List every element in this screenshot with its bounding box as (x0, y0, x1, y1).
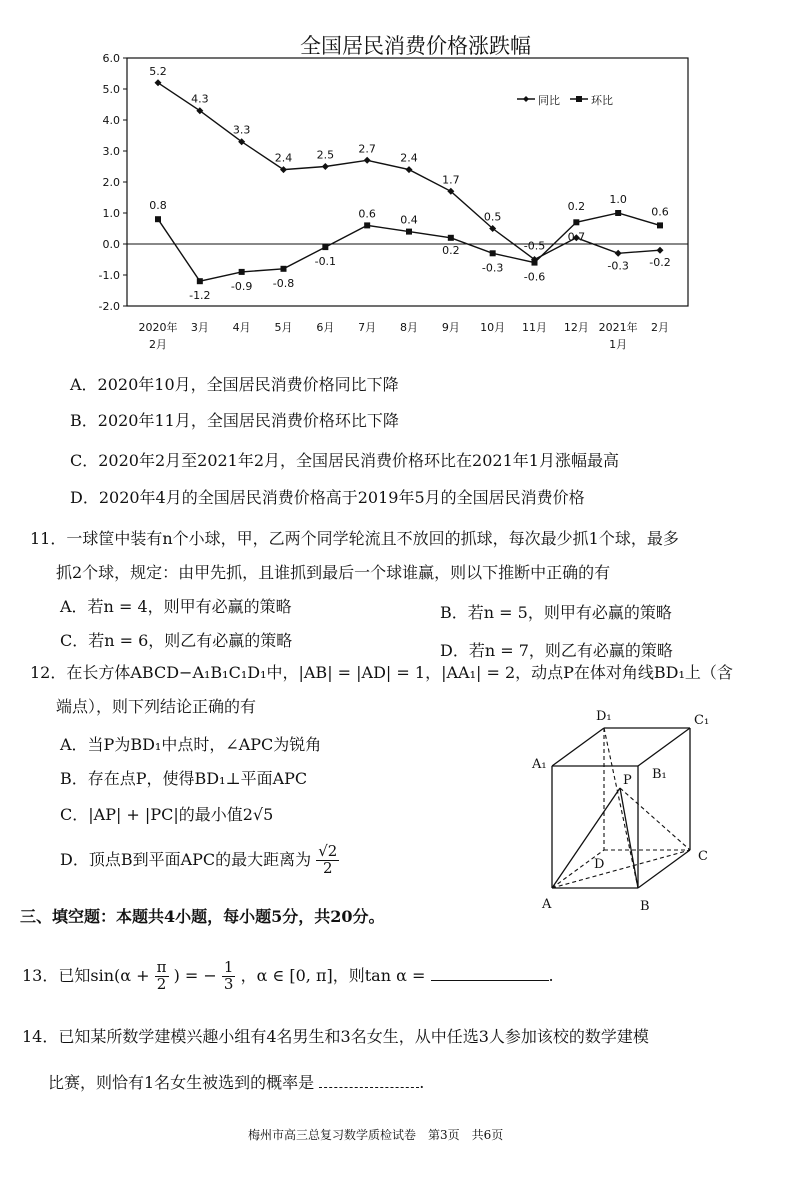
x-tick-label: 3月 (190, 321, 209, 334)
label-d: D (594, 857, 605, 872)
mom-point (239, 269, 245, 275)
page-footer: 梅州市高三总复习数学质检试卷 第3页 共6页 (248, 1128, 504, 1142)
x-tick-label: 5月 (274, 321, 293, 334)
section3-heading: 三、填空题：本题共4小题，每小题5分，共20分。 (20, 907, 385, 926)
q11-option-c: C．若n = 6，则乙有必赢的策略 (60, 631, 293, 650)
label-b1: B₁ (652, 767, 667, 782)
q12-d-numerator: √2 (318, 842, 338, 860)
yoy-data-label: 2.5 (316, 148, 335, 162)
q14-answer-blank[interactable] (319, 1073, 419, 1088)
mom-point (406, 229, 412, 235)
label-b: B (640, 899, 650, 914)
x-tick-label: 11月 (522, 321, 547, 334)
q14-end: . (419, 1073, 425, 1092)
q13-frac1-den: 2 (156, 974, 167, 993)
y-tick-label: 3.0 (102, 145, 120, 158)
yoy-data-label: -0.3 (607, 259, 629, 273)
q11-option-b: B．若n = 5，则甲有必赢的策略 (440, 603, 672, 622)
mom-data-label: -0.3 (481, 261, 504, 275)
mom-data-label: -0.6 (523, 270, 546, 284)
q11-option-a: A．若n = 4，则甲有必赢的策略 (60, 597, 292, 616)
mom-data-label: 0.6 (651, 205, 669, 219)
q11-stem-line1: 11．一球筐中装有n个小球，甲，乙两个同学轮流且不放回的抓球，每次最少抓1个球，最多 (30, 529, 679, 548)
q12-option-b: B．存在点P，使得BD₁⊥平面APC (60, 769, 308, 788)
mom-data-label: -1.2 (189, 289, 211, 303)
mom-point (448, 235, 454, 241)
q10-option-b: B．2020年11月，全国居民消费价格环比下降 (70, 411, 399, 430)
label-p: P (623, 773, 632, 788)
q14-line2-text: 比赛，则恰有1名女生被选到的概率是 (48, 1073, 315, 1092)
yoy-data-label: 2.4 (400, 151, 418, 165)
mom-point (197, 278, 203, 284)
legend-mom-marker (576, 96, 582, 102)
q11-option-d: D．若n = 7，则乙有必赢的策略 (440, 641, 673, 660)
q13-frac1-num: π (156, 958, 167, 976)
mom-data-label: 1.0 (609, 193, 627, 206)
yoy-data-label: 0.2 (567, 199, 586, 213)
label-c: C (698, 849, 708, 864)
mom-data-label: 0.6 (358, 207, 376, 221)
mom-point (490, 250, 496, 256)
mom-data-label: 0.2 (442, 243, 460, 257)
mom-data-label: 0.7 (567, 230, 586, 244)
x-tick-label: 10月 (480, 321, 506, 334)
mom-point (322, 244, 328, 250)
q12-option-a: A．当P为BD₁中点时，∠APC为锐角 (60, 735, 322, 754)
x-tick-label: 8月 (400, 321, 418, 334)
label-a1: A₁ (532, 757, 547, 772)
cuboid-figure (528, 700, 728, 920)
yoy-data-label: 2.7 (358, 142, 376, 156)
legend-yoy-label: 同比 (538, 94, 560, 107)
mom-point (281, 266, 287, 272)
q12-stem-line1: 12．在长方体ABCD−A₁B₁C₁D₁中，|AB| = |AD| = 1，|AA₁| = 2，动点P在体对角线BD₁上（含 (30, 663, 733, 682)
mom-point (364, 222, 370, 228)
q12-option-d-text: D．顶点B到平面APC的最大距离为 (60, 849, 312, 869)
yoy-data-label: -0.5 (523, 239, 546, 253)
x-tick-label: 7月 (358, 321, 377, 334)
mom-point (573, 219, 579, 225)
yoy-point (322, 163, 329, 170)
yoy-point (657, 247, 664, 254)
y-tick-label: -2.0 (98, 300, 120, 313)
x-tick-label: 2月 (651, 321, 669, 334)
q13-answer-blank[interactable] (431, 966, 549, 981)
q13-fraction-pi-over-2 (155, 960, 169, 993)
chart-title: 全国居民消费价格涨跌幅 (300, 34, 531, 58)
cpi-line-chart (0, 0, 794, 360)
mom-data-label: 0.8 (149, 199, 167, 213)
q14-stem-line2 (48, 1070, 424, 1093)
q12-option-c: C．|AP| + |PC|的最小值2√5 (60, 805, 274, 824)
q10-option-a: A．2020年10月，全国居民消费价格同比下降 (70, 375, 399, 394)
q12-option-d (60, 844, 339, 877)
mom-point (155, 216, 161, 222)
chart-legend (517, 93, 613, 107)
yoy-data-label: 0.5 (483, 210, 502, 224)
x-tick-label: 4月 (232, 321, 251, 334)
yoy-data-label: 2.4 (274, 151, 293, 165)
q13-mid: ) = − (173, 965, 217, 985)
legend-yoy-marker (523, 96, 529, 102)
q13-fraction-one-third (222, 960, 236, 993)
mom-point (532, 260, 538, 266)
mom-data-label: -0.9 (230, 279, 253, 293)
mom-point (657, 222, 663, 228)
yoy-data-label: 5.2 (149, 64, 167, 78)
y-tick-label: 0.0 (102, 238, 120, 251)
mom-data-label: 0.4 (400, 213, 418, 227)
q12-stem-line2: 端点），则下列结论正确的有 (56, 697, 257, 716)
x-tick-label: 1月 (609, 338, 628, 351)
yoy-data-label: 1.7 (442, 173, 460, 187)
label-c1: C₁ (694, 713, 710, 728)
yoy-data-label: -0.2 (649, 256, 671, 270)
yoy-data-label: 4.3 (191, 92, 209, 106)
q13-frac2-num: 1 (223, 958, 234, 976)
mom-data-label: -0.1 (314, 255, 337, 269)
yoy-point (364, 157, 371, 164)
q10-option-c: C．2020年2月至2021年2月，全国居民消费价格环比在2021年1月涨幅最高 (70, 451, 619, 470)
q10-option-d: D．2020年4月的全国居民消费价格高于2019年5月的全国居民消费价格 (70, 488, 585, 507)
x-tick-label: 6月 (316, 321, 335, 334)
label-d1: D₁ (596, 709, 612, 724)
y-tick-label: 1.0 (102, 207, 120, 220)
q13-frac2-den: 3 (223, 974, 234, 993)
q12-d-denominator: 2 (323, 858, 333, 877)
y-tick-label: 4.0 (102, 114, 120, 127)
y-tick-label: -1.0 (98, 269, 120, 282)
yoy-data-label: 3.3 (232, 123, 251, 137)
q13-end: . (548, 965, 554, 985)
y-tick-label: 5.0 (102, 83, 120, 96)
label-a: A (542, 897, 552, 912)
yoy-point (615, 250, 622, 257)
yoy-point (406, 166, 413, 173)
legend-mom-label: 环比 (591, 94, 613, 107)
x-tick-label: 2021年 (598, 321, 638, 334)
y-tick-label: 6.0 (102, 52, 120, 65)
x-tick-label: 2020年 (138, 321, 178, 334)
y-tick-label: 2.0 (102, 176, 120, 189)
x-tick-label: 9月 (441, 321, 460, 334)
x-tick-label: 2月 (149, 338, 167, 351)
q13-stem (22, 960, 554, 993)
mom-data-label: -0.8 (272, 276, 295, 290)
mom-point (615, 210, 621, 216)
q12-option-d-fraction (316, 844, 339, 877)
q14-stem-line1: 14．已知某所数学建模兴趣小组有4名男生和3名女生，从中任选3人参加该校的数学建模 (22, 1027, 649, 1046)
q13-prefix: 13．已知sin(α + (22, 965, 150, 985)
q11-stem-line2: 抓2个球，规定：由甲先抓，且谁抓到最后一个球谁赢，则以下推断中正确的有 (56, 563, 611, 582)
q13-suffix: ，α ∈ [0, π]，则tan α = (240, 965, 426, 985)
x-tick-label: 12月 (563, 321, 589, 334)
